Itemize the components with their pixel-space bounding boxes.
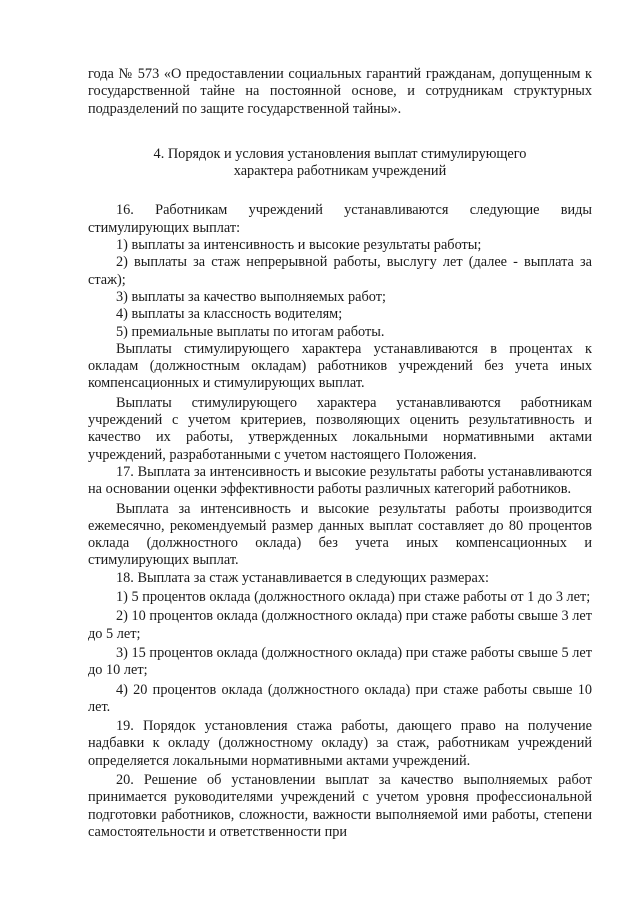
- body-paragraph: Выплата за интенсивность и высокие результаты работы производится ежемесячно, рекомендуемый размер данных выплат составляет до 80 процентов оклада (должностного оклада) без учета иных компенсационных и стимулирующих выплат.: [88, 500, 592, 569]
- paragraph-20: 20. Решение об установлении выплат за качество выполняемых работ принимается руководителями учреждений с учетом уровня профессиональной подготовки работников, сложности, важности выполняемой ими работы, степени самостоятельности и ответственности при: [88, 771, 592, 840]
- list-item: 3) 15 процентов оклада (должностного оклада) при стаже работы свыше 5 лет до 10 лет;: [88, 644, 592, 679]
- document-page: [88, 66, 592, 841]
- list-item: 4) 20 процентов оклада (должностного оклада) при стаже работы свыше 10 лет.: [88, 681, 592, 715]
- section-heading-line-1: 4. Порядок и условия установления выплат стимулирующего: [153, 145, 527, 162]
- intro-paragraph: года № 573 «О предоставлении социальных гарантий гражданам, допущенным к государственной тайне на постоянной основе, и сотрудникам структурных подразделений по защите государственной тайны».: [88, 66, 592, 117]
- body-paragraph: Выплаты стимулирующего характера устанавливаются работникам учреждений с учетом критериев, позволяющих оценить результативность и качество их работы, утвержденных локальными нормативными актами учреждений, разработанными с учетом настоящего Положения.: [88, 394, 592, 463]
- list-item: 2) 10 процентов оклада (должностного оклада) при стаже работы свыше 3 лет до 5 лет;: [88, 608, 592, 642]
- list-item: 1) 5 процентов оклада (должностного оклада) при стаже работы от 1 до 3 лет;: [116, 589, 591, 606]
- section-heading-line-2: характера работникам учреждений: [233, 163, 447, 180]
- paragraph-16: 16. Работникам учреждений устанавливаются следующие виды стимулирующих выплат:: [88, 202, 592, 236]
- section-heading: [88, 146, 592, 181]
- paragraph-19: 19. Порядок установления стажа работы, дающего право на получение надбавки к окладу (должностному окладу) за стаж, работникам учреждений определяется локальными нормативными актами учреждений.: [88, 718, 592, 769]
- body-paragraph: Выплаты стимулирующего характера устанавливаются в процентах к окладам (должностным окладам) работников учреждений без учета иных компенсационных и стимулирующих выплат.: [88, 340, 592, 392]
- list-item: 4) выплаты за классность водителям;: [116, 306, 343, 323]
- list-item: 1) выплаты за интенсивность и высокие результаты работы;: [116, 237, 482, 254]
- list-item: 5) премиальные выплаты по итогам работы.: [116, 323, 385, 340]
- paragraph-18: 18. Выплата за стаж устанавливается в следующих размерах:: [116, 569, 489, 586]
- list-item: 2) выплаты за стаж непрерывной работы, выслугу лет (далее - выплата за стаж);: [88, 254, 592, 288]
- list-item: 3) выплаты за качество выполняемых работ;: [116, 288, 386, 305]
- paragraph-17: 17. Выплата за интенсивность и высокие результаты работы устанавливаются на основании оценки эффективности работы различных категорий работников.: [88, 463, 592, 498]
